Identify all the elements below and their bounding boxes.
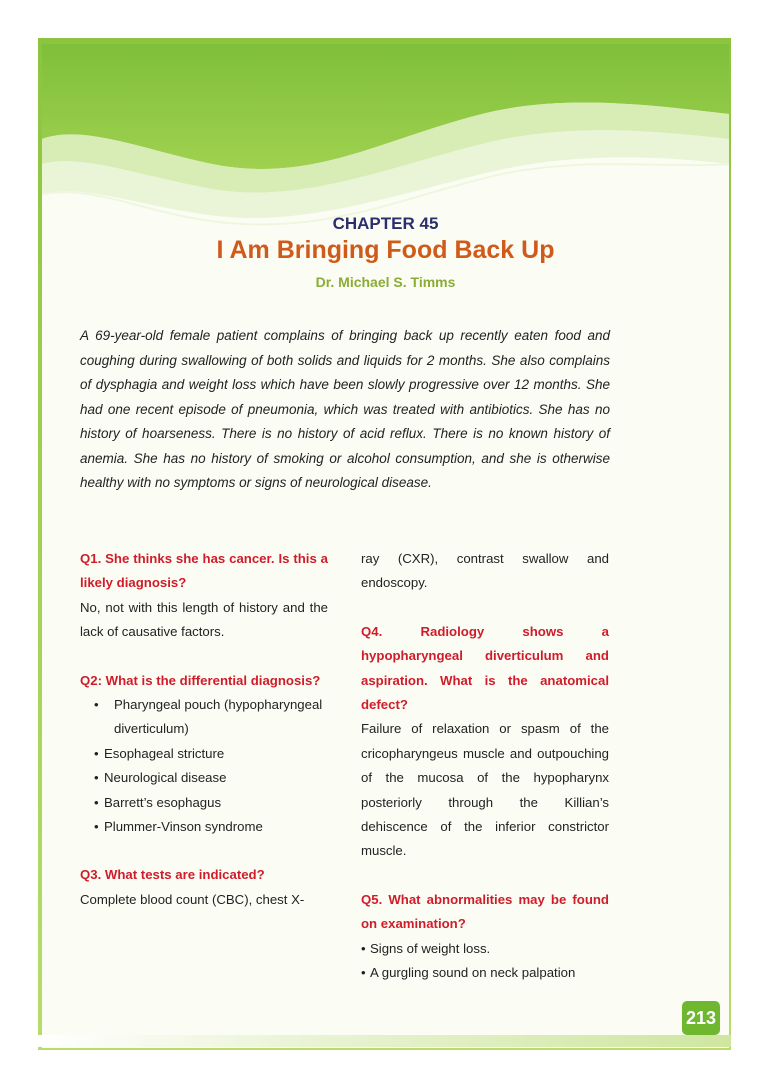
chapter-number: CHAPTER 45	[332, 214, 439, 233]
question-4: Q4. Radiology shows a hypopharyngeal diverticulum and aspiration. What is the anatomical defect?	[361, 623, 609, 713]
answer-3-part-1: Complete blood count (CBC), chest X-	[80, 891, 305, 907]
list-item: • Pharyngeal pouch (hypopharyngeal diverticulum)	[80, 693, 328, 742]
examination-list	[361, 937, 609, 986]
list-item: • Signs of weight loss.	[361, 937, 609, 961]
differential-list	[80, 693, 328, 839]
question-1: Q1. She thinks she has cancer. Is this a likely diagnosis?	[80, 551, 328, 591]
list-item: • Neurological disease	[80, 766, 328, 790]
answer-4: Failure of relaxation or spasm of the cricopharyngeus muscle and outpouching of the mucosa of the hypopharynx posteriorly through the Killian’s dehiscence of the inferior constrictor muscle.	[361, 721, 609, 859]
answer-3-part-2: ray (CXR), contrast swallow and endoscopy.	[361, 551, 609, 591]
left-column	[80, 547, 328, 912]
list-item: • Plummer-Vinson syndrome	[80, 815, 328, 839]
list-item: • A gurgling sound on neck palpation	[361, 961, 609, 985]
case-intro: A 69-year-old female patient complains of bringing back up recently eaten food and coughing during swallowing of both solids and liquids for 2 months. She also complains of dysphagia and weight loss which have been slowly progressive over 12 months. She had one recent episode of pneumonia, which was treated with antibiotics. She has no history of hoarseness. There is no history of acid reflux. There is no known history of anemia. She has no history of smoking or alcohol consumption, and she is otherwise healthy with no symptoms or signs of neurological disease.	[80, 328, 610, 490]
question-2: Q2: What is the differential diagnosis?	[80, 672, 321, 688]
list-item: • Esophageal stricture	[80, 742, 328, 766]
list-item: • Barrett’s esophagus	[80, 791, 328, 815]
question-3: Q3. What tests are indicated?	[80, 867, 265, 883]
answer-1: No, not with this length of history and the lack of causative factors.	[80, 599, 328, 640]
right-column	[361, 547, 609, 986]
chapter-title: I Am Bringing Food Back Up	[216, 236, 555, 264]
page-number-badge: 213	[682, 1001, 720, 1035]
question-5: Q5. What abnormalities may be found on examination?	[361, 891, 609, 932]
chapter-author: Dr. Michael S. Timms	[315, 274, 456, 290]
page-shadow	[38, 1035, 731, 1047]
